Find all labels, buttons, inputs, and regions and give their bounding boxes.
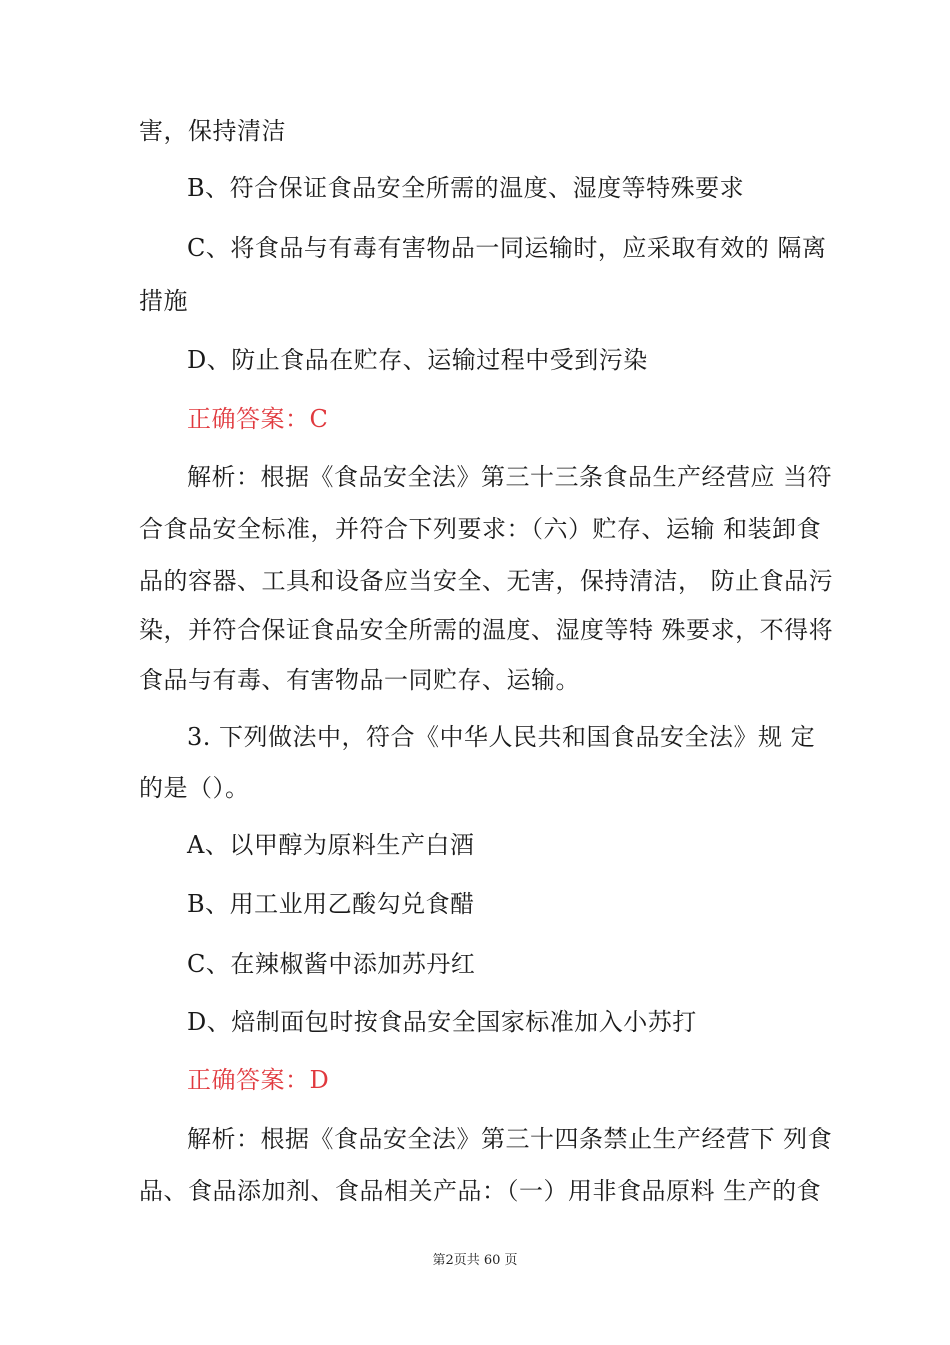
analysis-line: 品的容器、工具和设备应当安全、无害，保持清洁， 防止食品污 xyxy=(139,567,834,595)
analysis-line: 品、食品添加剂、食品相关产品：（一）用非食品原料 生产的食 xyxy=(139,1177,822,1205)
option-d: D、防止食品在贮存、运输过程中受到污染 xyxy=(187,346,648,374)
question-line: 的是（）。 xyxy=(139,774,250,802)
question-3: 3. 下列做法中，符合《中华人民共和国食品安全法》规 定 xyxy=(187,723,816,751)
text-line: 措施 xyxy=(139,287,188,315)
option-b: B、用工业用乙酸勾兑食醋 xyxy=(187,890,475,918)
option-d: D、焙制面包时按食品安全国家标准加入小苏打 xyxy=(187,1008,697,1036)
option-c: C、将食品与有毒有害物品一同运输时，应采取有效的 隔离 xyxy=(187,234,827,262)
option-c: C、在辣椒酱中添加苏丹红 xyxy=(187,950,476,978)
correct-answer: 正确答案：D xyxy=(187,1066,330,1094)
analysis-line: 食品与有毒、有害物品一同贮存、运输。 xyxy=(139,666,580,694)
option-b: B、符合保证食品安全所需的温度、湿度等特殊要求 xyxy=(187,174,745,202)
correct-answer: 正确答案：C xyxy=(187,405,329,433)
analysis-line: 解析：根据《食品安全法》第三十四条禁止生产经营下 列食 xyxy=(187,1125,833,1153)
analysis-line: 染，并符合保证食品安全所需的温度、湿度等特 殊要求，不得将 xyxy=(139,616,834,644)
page-footer: 第2页共 60 页 xyxy=(432,1253,518,1268)
option-a: A、以甲醇为原料生产白酒 xyxy=(187,831,475,859)
analysis-line: 合食品安全标准，并符合下列要求：（六）贮存、运输 和装卸食 xyxy=(139,515,822,543)
text-line: 害，保持清洁 xyxy=(139,117,286,145)
analysis-line: 解析：根据《食品安全法》第三十三条食品生产经营应 当符 xyxy=(187,463,833,491)
